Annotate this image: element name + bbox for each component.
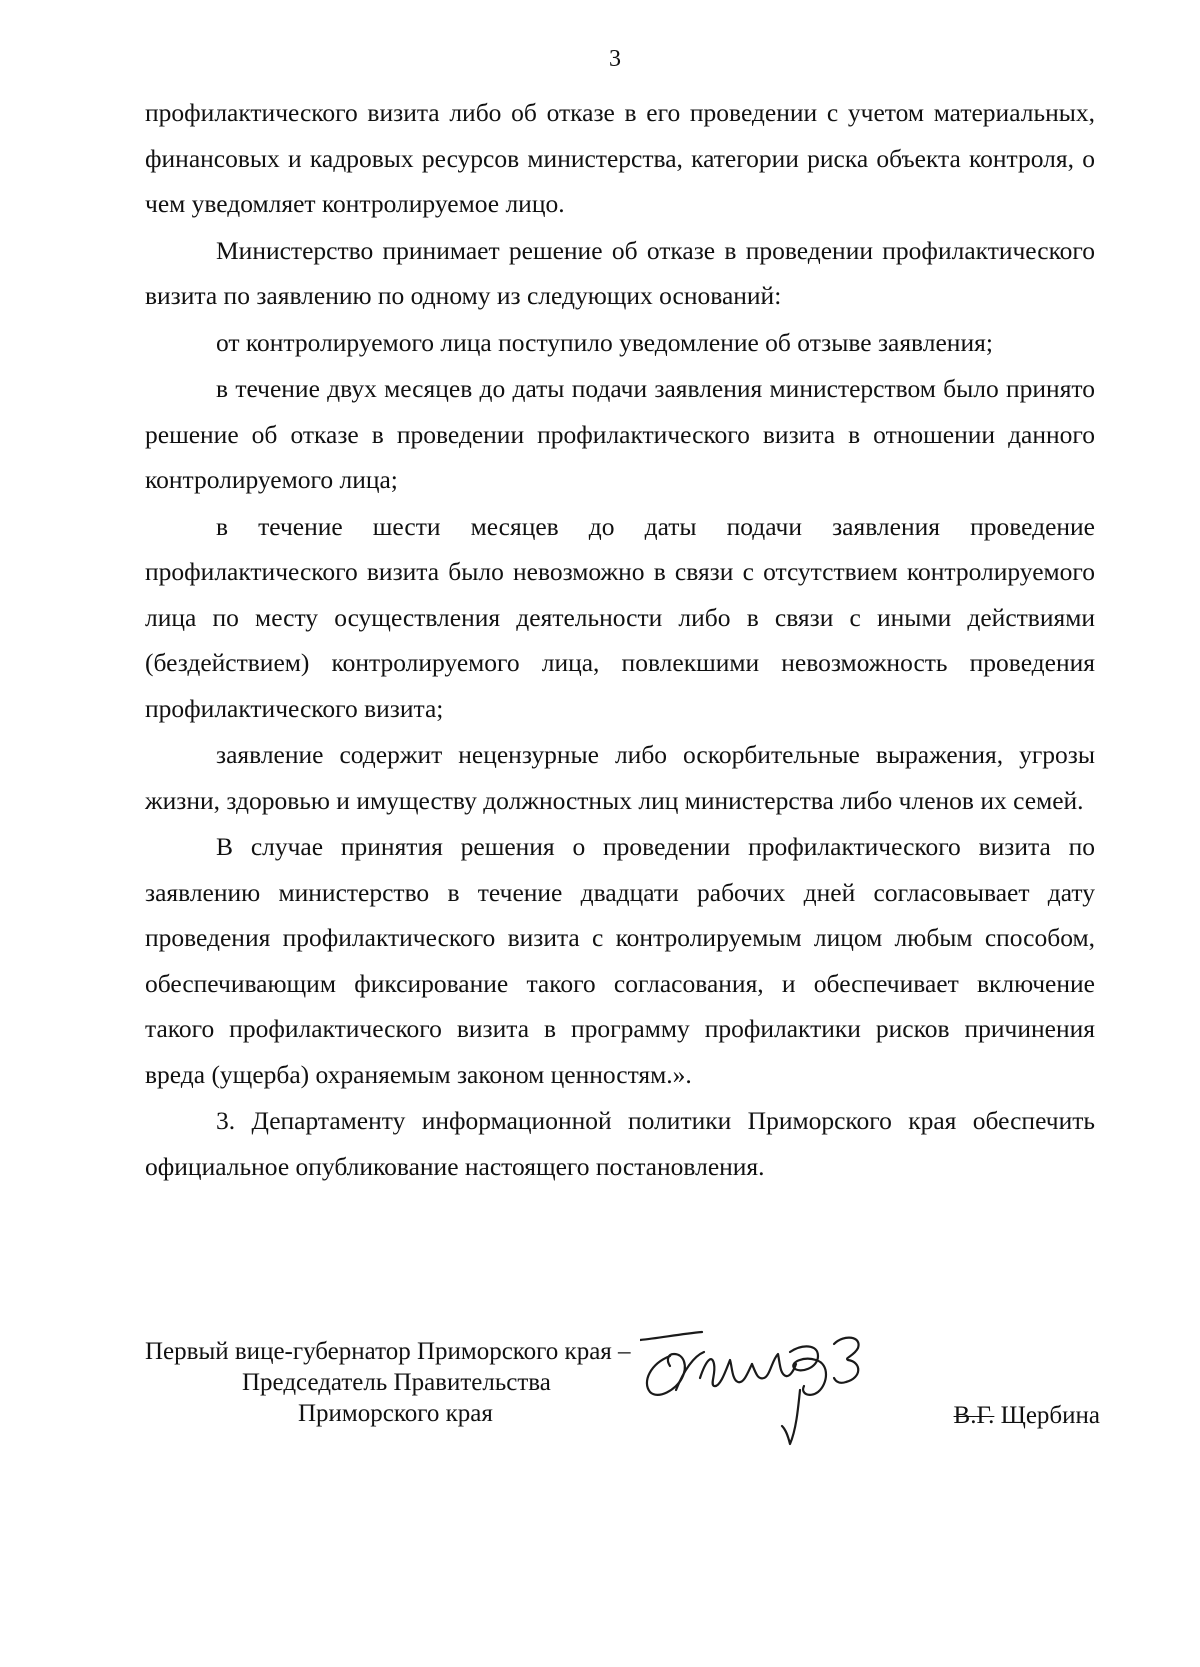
signatory-title-line-3: Приморского края <box>298 1400 493 1427</box>
signatory-initials: В.Г. <box>953 1402 995 1429</box>
paragraph-ministry-decision: Министерство принимает решение об отказе в проведении профилактического визита по заявлению по одному из следующих оснований: <box>145 235 1095 310</box>
handwritten-signature <box>640 1330 900 1470</box>
signatory-name <box>954 1400 1100 1431</box>
paragraph-continuation: профилактического визита либо об отказе в его проведении с учетом материальных, финансовых и кадровых ресурсов министерства, категории риска объекта контроля, о чем уведомляет контролируемое лицо. <box>145 98 1095 218</box>
document-body <box>145 90 1095 1189</box>
signatory-title-line-2: Председатель Правительства <box>242 1369 551 1396</box>
page-number: 3 <box>609 46 621 72</box>
paragraph-visit-agreement: В случае принятия решения о проведении профилактического визита по заявлению министерство в течение двадцати рабочих дней согласовывает дату проведения профилактического визита с контролируемым лицом любым способом, обеспечивающим фиксирование такого согласования, и обеспечивает включение такого профилактического визита в программу профилактики рисков причинения вреда (ущерба) охраняемым законом ценностям.». <box>145 832 1095 1089</box>
paragraph-publication: 3. Департаменту информационной политики Приморского края обеспечить официальное опубликование настоящего постановления. <box>145 1106 1095 1181</box>
signatory-surname: Щербина <box>1000 1402 1100 1429</box>
signature-block <box>145 1336 1100 1456</box>
paragraph-ground-two-months: в течение двух месяцев до даты подачи заявления министерством было принято решение об отказе в проведении профилактического визита в отношении данного контролируемого лица; <box>145 374 1095 494</box>
paragraph-ground-offensive: заявление содержит нецензурные либо оскорбительные выражения, угрозы жизни, здоровью и имуществу должностных лиц министерства либо членов их семей. <box>145 740 1095 815</box>
paragraph-ground-withdrawal: от контролируемого лица поступило уведомление об отзыве заявления; <box>216 327 993 357</box>
signatory-title-line-1: Первый вице-губернатор Приморского края – <box>145 1338 631 1365</box>
paragraph-ground-six-months: в течение шести месяцев до даты подачи заявления проведение профилактического визита было невозможно в связи с отсутствием контролируемого лица по месту осуществления деятельности либо в связи с иными действиями (бездействием) контролируемого лица, повлекшими невозможность проведения профилактического визита; <box>145 511 1095 723</box>
